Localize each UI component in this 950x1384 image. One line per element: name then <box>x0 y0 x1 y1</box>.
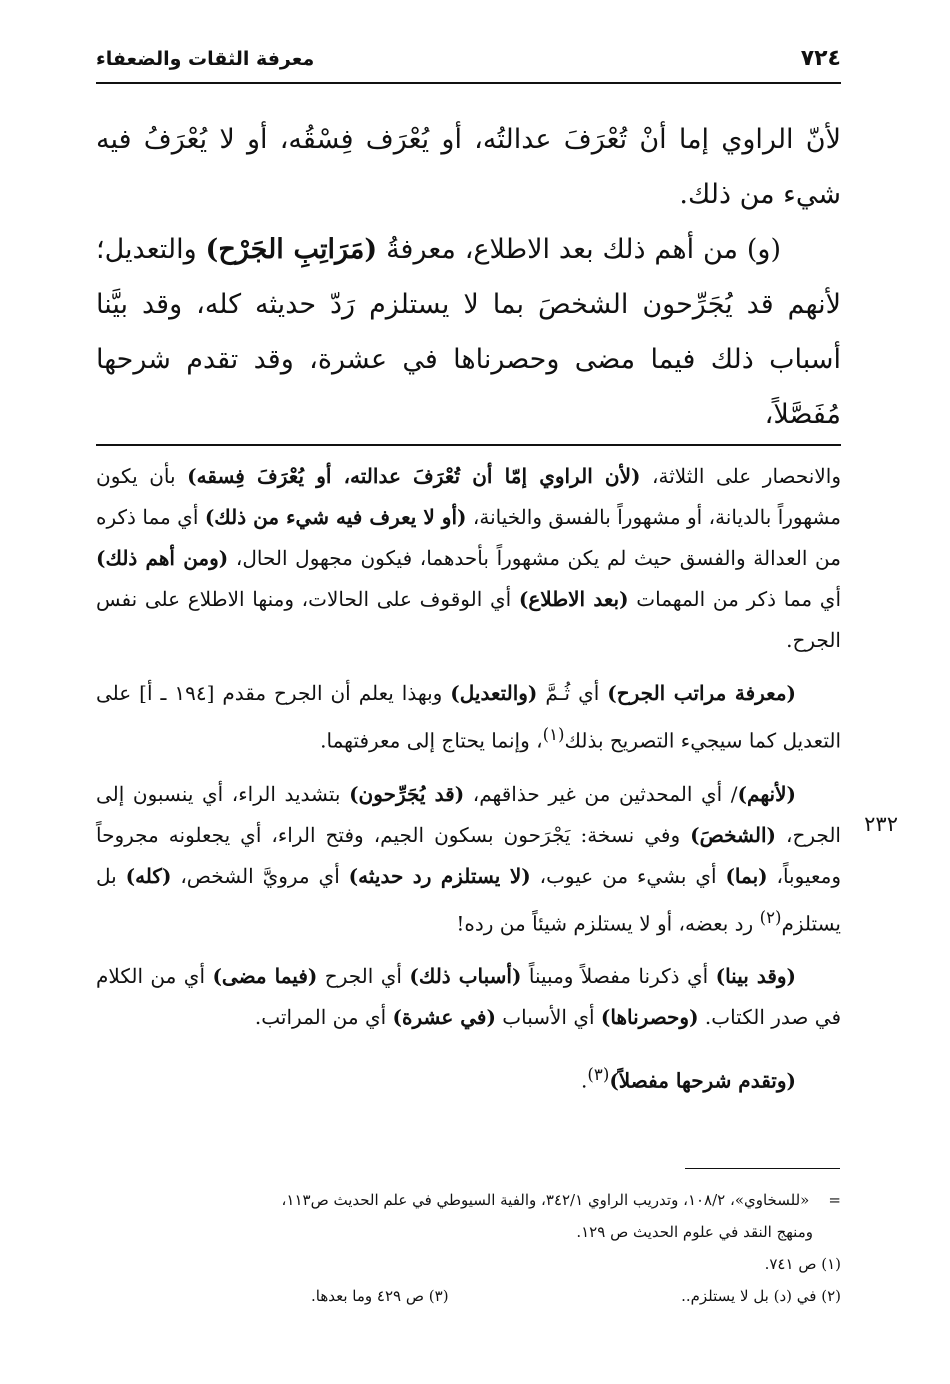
commentary-text: بتشديد الراء، أي ينسبون إلى الجرح، <box>96 781 841 847</box>
commentary-text: أي الأسباب <box>495 1005 601 1030</box>
commentary-text: أي بشيء من عيوب، <box>530 863 726 888</box>
commentary-paragraph-4 <box>96 956 841 1038</box>
commentary-quote: (الشخصَ) <box>690 822 777 847</box>
commentary-text: بأن يكون مشهوراً بالديانة، أو مشهوراً بالفسق والخيانة، <box>96 464 842 529</box>
main-paragraph-2-intro: (و) من أهم ذلك بعد الاطلاع، معرفةُ <box>386 234 781 265</box>
main-text-divider <box>96 444 841 446</box>
commentary-quote: (والتعديل) <box>450 681 538 705</box>
commentary-quote: (ومن أهم ذلك) <box>96 546 229 570</box>
footnote-continuation-line-2: ومنهج النقد في علوم الحديث ص ١٢٩. <box>576 1223 813 1241</box>
commentary-text: رد بعضه، أو لا يستلزم شيئاً من رده! <box>456 911 760 936</box>
commentary-quote: (لا يستلزم رد حديثه) <box>348 863 531 888</box>
commentary-quote: (وحصرناها) <box>600 1005 699 1030</box>
commentary-paragraph-2 <box>96 673 841 762</box>
commentary-text: أي مرويَّ الشخص، <box>171 863 349 888</box>
main-paragraph-2 <box>96 222 841 442</box>
footnote-2: (٢) في (د) بل لا يستلزم.. <box>681 1287 841 1305</box>
commentary-text: أي ذكرنا مفصلاً ومبيناً <box>521 964 716 989</box>
commentary-text: بل يستلزم <box>96 863 841 936</box>
footnote-3: (٣) ص ٤٢٩ وما بعدها. <box>311 1287 449 1305</box>
commentary-text: أي الوقوف على الحالات، ومنها الاطلاع على نفس الجرح. <box>96 587 841 652</box>
commentary-quote: (أسباب ذلك) <box>409 964 522 989</box>
footnotes <box>96 1184 841 1312</box>
commentary-quote: (معرفة مراتب الجرح) <box>607 681 797 705</box>
page-header <box>96 40 841 84</box>
footnote-continuation-line-1: «للسخاوي»، ١٠٨/٢، وتدريب الراوي ٣٤٢/١، والفية السيوطي في علم الحديث ص١١٣، <box>281 1191 810 1209</box>
commentary-text: وفي نسخة: يَجْرَحون بسكون الجيم، وفتح الراء، أي يجعلونه مجروحاً ومعيوباً، <box>96 822 842 888</box>
footnote-ref-2[interactable]: (٢) <box>759 907 782 927</box>
commentary-text: أي ثُـمَّ <box>537 681 608 705</box>
commentary-quote: (بما) <box>725 863 768 888</box>
continuation-mark: = <box>828 1191 841 1209</box>
commentary-text: والانحصار على الثلاثة، <box>640 464 841 488</box>
footnote-1: (١) ص ٧٤١. <box>764 1255 841 1273</box>
commentary <box>96 456 841 1114</box>
commentary-text: أي مما ذكر من المهمات <box>628 587 842 611</box>
footnote-continuation <box>96 1184 841 1216</box>
commentary-quote: (بعد الاطلاع) <box>518 587 629 611</box>
commentary-text: أي من المراتب. <box>254 1005 393 1030</box>
commentary-quote: (فيما مضى) <box>212 964 318 989</box>
margin-folio-number: ٢٣٢ <box>864 812 898 836</box>
footnote-ref-3[interactable]: (٣) <box>587 1065 610 1085</box>
running-title: معرفة الثقات والضعفاء <box>96 48 315 70</box>
commentary-text: ، وإنما يحتاج إلى معرفتهما. <box>320 728 543 753</box>
commentary-text: أي من الكلام في صدر الكتاب. <box>96 964 841 1030</box>
footnote-divider <box>685 1168 840 1169</box>
main-text <box>96 112 841 442</box>
commentary-paragraph-5 <box>96 1054 841 1102</box>
commentary-text: وبهذا يعلم أن الجرح مقدم [١٩٤ ـ أ] على التعديل كما سيجيء التصريح بذلك <box>96 681 841 753</box>
footnote-row <box>311 1280 841 1312</box>
main-paragraph-2-rest: والتعديل؛ لأنهم قد يُجَرِّحون الشخصَ بما لا يستلزم رَدّ حديثه كله، وقد بيَّنا أسباب ذلك فيما مضى وحصرناها في عشرة، وقد تقدم شرحها مُفَصَّلاً، <box>96 234 841 430</box>
commentary-text: . <box>581 1068 588 1093</box>
commentary-quote: (لأن الراوي إمّا أن تُعْرَفَ عدالته، أو يُعْرَفَ فِسقه) <box>187 464 641 488</box>
commentary-text: أي الجرح <box>317 964 410 989</box>
commentary-paragraph-3 <box>96 774 841 945</box>
commentary-paragraph-1 <box>96 456 841 661</box>
main-paragraph-1: لأنّ الراوي إما أنْ تُعْرَفَ عدالتُه، أو يُعْرَف فِسْقُه، أو لا يُعْرَفُ فيه شيء من ذلك. <box>96 124 841 210</box>
page-number: ٧٢٤ <box>800 46 841 71</box>
commentary-text: / أي المحدثين من غير حذاقهم، <box>464 781 738 806</box>
commentary-text: أي مما ذكره من العدالة والفسق حيث لم يكن مشهوراً بأحدهما، فيكون مجهول الحال، <box>96 505 841 570</box>
commentary-quote: (لأنهم) <box>737 781 796 806</box>
commentary-quote: (وقد بينا) <box>715 964 797 989</box>
commentary-quote: (أو لا يعرف فيه شيء من ذلك) <box>204 505 467 529</box>
commentary-quote: (في عشرة) <box>392 1005 496 1030</box>
commentary-quote: (كله) <box>125 863 172 888</box>
commentary-quote: (وتقدم شرحها مفصلاً) <box>609 1068 796 1093</box>
footnote-ref-1[interactable]: (١) <box>542 725 565 744</box>
commentary-quote: (قد يُجَرِّحون) <box>349 781 465 806</box>
main-term-maratib: (مَرَاتِبِ الجَرْح) <box>205 234 378 265</box>
